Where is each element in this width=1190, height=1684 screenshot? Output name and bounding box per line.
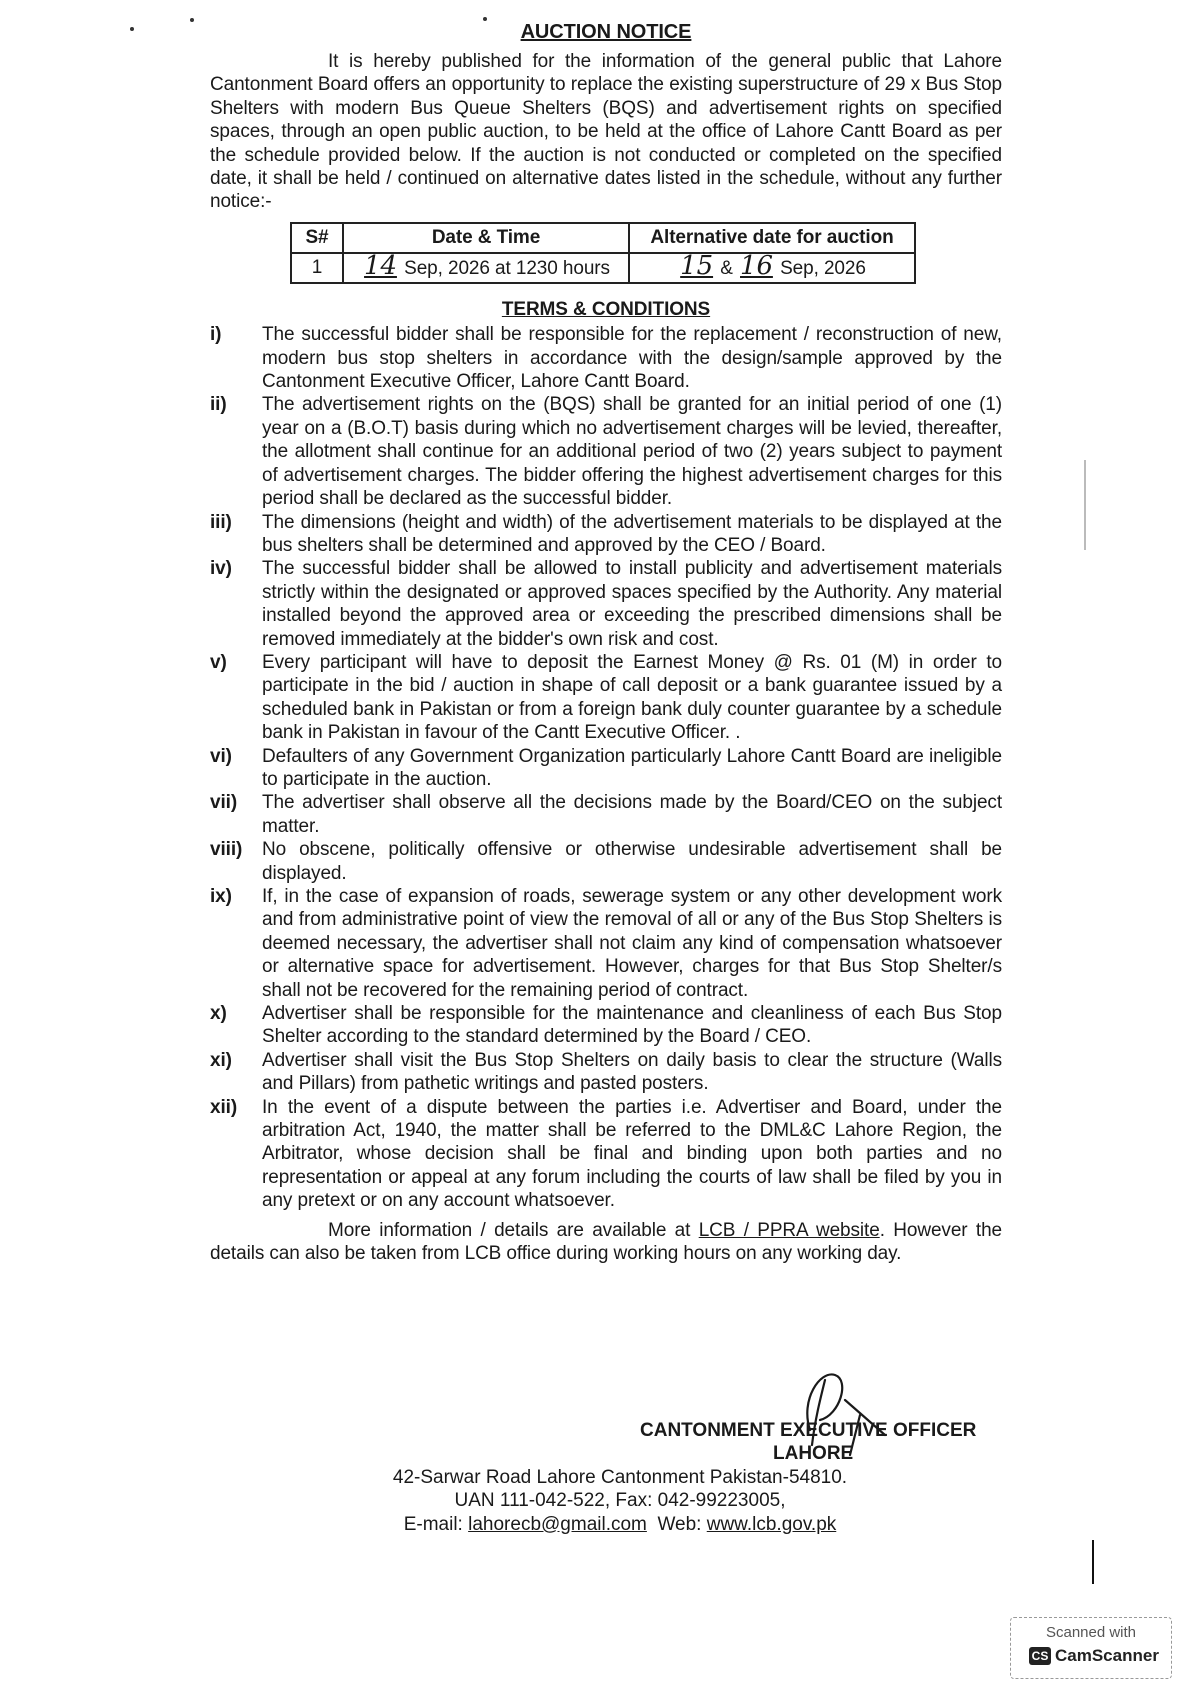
term-text: Advertiser shall visit the Bus Stop Shelters on daily basis to clear the structure (Walls and Pillars) from pathetic writings and pasted posters. [262,1049,1002,1095]
more-info-after: . However the details can also be taken from LCB office during working hours on any working day. [210,1219,1002,1265]
term-text: Defaulters of any Government Organization particularly Lahore Cantt Board are ineligible to participate in the auction. [262,745,1002,790]
address-line-1: 42-Sarwar Road Lahore Cantonment Pakistan-54810. [392,1467,848,1488]
term-number: xi) [210,1049,232,1071]
handwritten-alt-day-1: 15 [680,251,714,282]
header-sn: S# [291,223,343,253]
terms-list [210,323,1002,1212]
email-label: E-mail: [403,1513,463,1535]
list-item [210,651,1002,745]
web-link[interactable]: www.lcb.gov.pk [706,1513,837,1535]
list-item [210,511,1002,558]
list-item [210,323,1002,393]
intro-paragraph: It is hereby published for the information of the general public that Lahore Cantonment Board offers an opportunity to replace the existing superstructure of 29 x Bus Stop Shelters with modern Bus Queue Shelters (BQS) and advertisement rights on specified spaces, through an open public auction, to be held at the office of Lahore Cantt Board as per the schedule provided below. If the auction is not conducted or completed on the specified date, it shall be held / continued on alternative dates listed in the schedule, without any further notice:- [210,51,1002,213]
term-text: The successful bidder shall be allowed to install publicity and advertisement materials strictly within the designated or approved spaces specified by the Authority. Any material installed beyond the approved area or exceeding the prescribed dimensions shall be removed immediately at the bidder's own risk and cost. [262,558,1002,650]
list-item [210,1049,1002,1096]
term-number: vi) [210,745,232,767]
notice-title: AUCTION NOTICE [520,21,692,43]
term-number: ix) [210,886,232,907]
scan-edge-line [1092,1540,1094,1584]
email-link[interactable]: lahorecb@gmail.com [468,1513,647,1535]
term-number: xii) [210,1096,238,1118]
header-date-time: Date & Time [343,223,629,253]
list-item [210,393,1002,510]
list-item [210,1096,1002,1213]
web-label: Web: [657,1513,702,1535]
term-text: No obscene, politically offensive or otherwise undesirable advertisement shall be displayed. [262,839,1002,884]
term-number: vii) [210,792,238,814]
notice-page [210,20,1002,1266]
signatory-title: CANTONMENT EXECUTIVE OFFICER [640,1420,977,1441]
cell-alternative-date [629,253,915,283]
camscanner-watermark [1010,1617,1172,1679]
term-text: Every participant will have to deposit the Earnest Money @ Rs. 01 (M) in order to participate in the bid / auction in shape of call deposit or a bank guarantee issued by a scheduled bank in Pakistan or from a foreign bank duly counter guarantee by a schedule bank in Pakistan in favour of the Cantt Executive Officer. . [262,651,1002,744]
term-number: iv) [210,558,232,580]
more-info-paragraph [210,1219,1002,1266]
camscanner-name: CamScanner [1055,1646,1159,1665]
term-text: In the event of a dispute between the parties i.e. Advertiser and Board, under the arbitration Act, 1940, the matter shall be referred to the DML&C Lahore Region, the Arbitrator, whose decision shall be final and binding upon both parties and no representation or appeal at any forum including the courts of law shall be filed by you in any pretext or on any account whatsoever. [262,1096,1002,1212]
term-text: If, in the case of expansion of roads, sewerage system or any other development work and from administrative point of view the removal of all or any of the Bus Stop Shelters is deemed necessary, the advertiser shall not claim any kind of compensation whatsoever or alternative space for advertisement. However, charges for that Bus Stop Shelter/s shall not be recovered for the remaining period of contract. [262,886,1002,1001]
scan-speck [130,27,134,31]
terms-title: TERMS & CONDITIONS [501,298,711,320]
term-number: i) [210,324,222,346]
term-number: viii) [210,839,243,861]
scanned-with-label: Scanned with [1045,1624,1137,1641]
scan-speck [190,18,194,22]
handwritten-alt-day-2: 16 [740,251,773,282]
date-rest: Sep, 2026 at 1230 hours [404,258,610,280]
list-item [210,885,1002,1002]
address-line-3 [330,1513,910,1536]
auction-schedule-table [290,222,916,284]
term-number: ii) [210,394,227,416]
term-text: The dimensions (height and width) of the advertisement materials to be displayed at the bus shelters shall be determined and approved by the CEO / Board. [262,511,1002,556]
alt-rest: Sep, 2026 [780,258,866,280]
address-block [330,1466,910,1536]
term-number: x) [210,1003,227,1025]
term-text: Advertiser shall be responsible for the maintenance and cleanliness of each Bus Stop Shelter according to the standard determined by the Board / CEO. [262,1003,1002,1048]
list-item [210,1002,1002,1049]
list-item [210,791,1002,838]
table-row [291,253,915,283]
header-alternative-date: Alternative date for auction [629,223,915,253]
signatory-city: LAHORE [773,1443,854,1464]
handwritten-day: 14 [364,251,397,282]
term-text: The successful bidder shall be responsible for the replacement / reconstruction of new, modern bus stop shelters in accordance with the design/sample approved by the Cantonment Executive Officer, Lahore Cantt Board. [262,324,1002,393]
list-item [210,838,1002,885]
website-link[interactable]: LCB / PPRA website [698,1219,880,1241]
term-text: The advertisement rights on the (BQS) shall be granted for an initial period of one (1) year on a (B.O.T) basis during which no advertisement charges will be levied, thereafter, the allotment shall continue for an additional period of two (2) years subject to payment of advertisement charges. The bidder offering the highest advertisement charges for this period shall be declared as the successful bidder. [262,394,1002,510]
term-number: v) [210,651,227,673]
cell-sn: 1 [291,253,343,283]
term-number: iii) [210,511,232,533]
scan-edge-line [1084,460,1086,550]
amp: & [720,258,733,280]
list-item [210,745,1002,792]
more-info-before: More information / details are available at [328,1219,699,1241]
cell-date-time [343,253,629,283]
term-text: The advertiser shall observe all the decisions made by the Board/CEO on the subject matter. [262,792,1002,837]
table-header-row [291,223,915,253]
list-item [210,557,1002,651]
address-line-2: UAN 111-042-522, Fax: 042-99223005, [454,1490,786,1512]
camscanner-logo-icon: CS [1029,1647,1051,1665]
